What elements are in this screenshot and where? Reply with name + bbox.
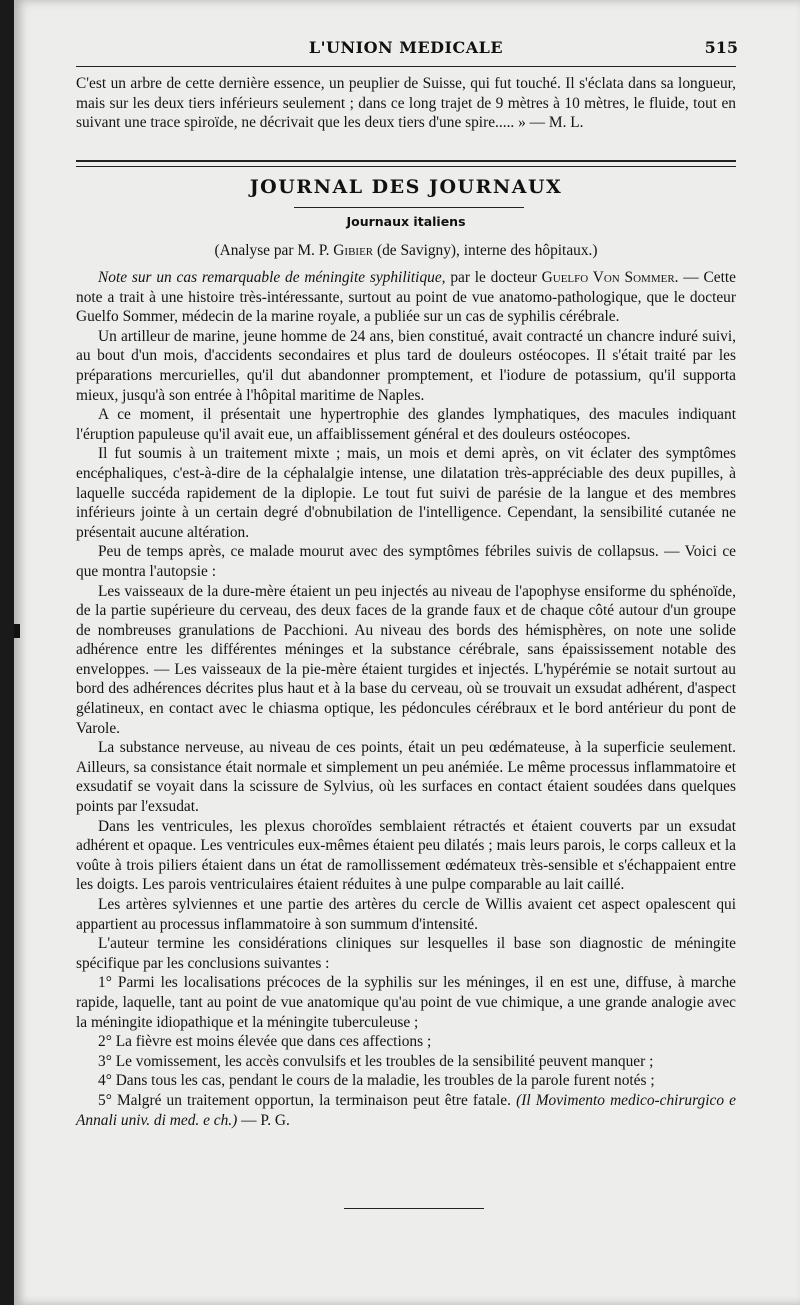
- conclusion-item: 2° La fièvre est moins élevée que dans ces affections ;: [98, 1033, 432, 1051]
- article-lead-author: Guelfo Von Sommer.: [541, 269, 679, 286]
- conclusion-signature: — P. G.: [237, 1111, 290, 1129]
- article-lead-title: Note sur un cas remarquable de méningite syphilitique,: [98, 269, 446, 286]
- end-rule: [344, 1208, 484, 1209]
- paragraph: Il fut soumis à un traitement mixte ; mais, un mois et demi après, on vit éclater des symptômes encéphaliques, c'est-à-dire de la céphalalgie intense, une dilatation très-appréciable des deux pupilles, à laquelle succéda rapidement de la diplopie. Le tout fut suivi de parésie de la langue et des membres inférieurs jointe à un certain degré d'obnubilation de l'intelligence. Cependant, la sensibilité cutanée ne présentait aucune altération.: [76, 445, 736, 541]
- paragraph: La substance nerveuse, au niveau de ces points, était un peu œdémateuse, à la superficie seulement. Ailleurs, sa consistance était normale et simplement un peu anémiée. Le même processus inflammatoire et exsudatif se voyait dans la scissure de Sylvius, où les surfaces en contact étaient soudées dans quelques points par l'exsudat.: [76, 739, 736, 816]
- section-short-rule: [294, 207, 524, 208]
- header-rule: [76, 66, 736, 67]
- section-title: JOURNAL DES JOURNAUX: [249, 176, 563, 198]
- paragraph: Les artères sylviennes et une partie des artères du cercle de Willis avaient cet aspect opalescent qui appartient au processus inflammatoire à son summum d'intensité.: [76, 896, 736, 933]
- conclusion-item: 3° Le vomissement, les accès convulsifs et les troubles de la sensibilité peuvent manquer ;: [98, 1052, 654, 1070]
- subsection-title: Journaux italiens: [346, 214, 466, 229]
- conclusion-item-last: [76, 1091, 736, 1130]
- conclusion-item: 1° Parmi les localisations précoces de la syphilis sur les méninges, il en est une, diffuse, à marche rapide, laquelle, tant au point de vue anatomique qu'au point de vue chimique, a une grande analogie avec la méningite idiopathique et la méningite tuberculeuse ;: [76, 974, 736, 1031]
- byline-prefix: (Analyse par M. P.: [214, 242, 334, 259]
- section-double-rule: [76, 160, 736, 167]
- article-lead: [76, 268, 736, 327]
- article-lead-by: par le docteur: [445, 269, 542, 286]
- paragraph: A ce moment, il présentait une hypertrophie des glandes lymphatiques, des macules indiquant l'éruption papuleuse qu'il avait eue, un affaiblissement général et des douleurs ostéocopes.: [76, 406, 736, 443]
- conclusion-item: 4° Dans tous les cas, pendant le cours de la maladie, les troubles de la parole furent notés ;: [98, 1072, 655, 1090]
- running-title: L'UNION MEDICALE: [308, 38, 504, 57]
- byline: [76, 242, 736, 260]
- paragraph: L'auteur termine les considérations cliniques sur lesquelles il base son diagnostic de méningite spécifique par les conclusions suivantes :: [76, 935, 736, 972]
- byline-name: Gibier: [333, 242, 374, 259]
- conclusion-last-text: 5° Malgré un traitement opportun, la terminaison peut être fatale.: [98, 1091, 517, 1109]
- journal-page: [14, 0, 800, 1305]
- paragraph: Un artilleur de marine, jeune homme de 24 ans, bien constitué, avait contracté un chancre induré suivi, au bout d'un mois, d'accidents secondaires et plus tard de douleurs ostéocopes. Il s'était traité par les préparations mercurielles, qu'il dut abandonner promptement, et l'iodure de potassium, qu'il supporta mieux, jusqu'à son entrée à l'hôpital maritime de Naples.: [76, 327, 736, 404]
- conclusion-source: (Il Movimento medico-chirurgico e Annali univ. di med. e ch.): [76, 1091, 736, 1129]
- article-lead-rest: — Cette note a trait à une histoire très-intéressante, surtout au point de vue anatomo-pathologique, que le docteur Guelfo Sommer, médecin de la marine royale, a publiée sur un cas de syphilis cérébrale.: [76, 269, 736, 326]
- binding-edge-mark: [14, 624, 20, 638]
- article-body: [76, 268, 736, 1130]
- paragraph: Les vaisseaux de la dure-mère étaient un peu injectés au niveau de l'apophyse ensiforme du sphénoïde, de la partie supérieure du cerveau, des deux faces de la grande faux et de chaque côté autour d'un groupe de nombreuses granulations de Pacchioni. Au niveau des bords des hémisphères, on note une solide adhérence entre les différentes méninges et la substance cérébrale, sans épaississement notable des enveloppes. — Les vaisseaux de la pie-mère étaient turgides et injectés. L'hypérémie se notait surtout au bord des adhérences décrites plus haut et à la base du cerveau, où se trouvait un exsudat adhérent, d'aspect gélatineux, en contact avec le chiasma optique, les pédoncules cérébraux et le bord antérieur du pont de Varole.: [76, 582, 736, 737]
- intro-paragraph: [76, 74, 736, 133]
- running-head: [74, 38, 738, 66]
- intro-text: C'est un arbre de cette dernière essence, un peuplier de Suisse, qui fut touché. Il s'éclata dans sa longueur, mais sur les deux tiers inférieurs seulement ; dans ce long trajet de 9 mètres à 10 mètres, le fluide, tout en suivant une trace spiroïde, ne décrivait que les deux tiers d'une spire..... » — M. L.: [76, 75, 736, 132]
- page-number: 515: [704, 38, 738, 57]
- paragraph: Peu de temps après, ce malade mourut avec des symptômes fébriles suivis de collapsus. — Voici ce que montra l'autopsie :: [76, 543, 736, 580]
- byline-suffix: (de Savigny), interne des hôpitaux.): [373, 242, 598, 259]
- paragraph: Dans les ventricules, les plexus choroïdes semblaient rétractés et étaient couverts par un exsudat adhérent et opaque. Les ventricules eux-mêmes étaient peu dilatés ; mais leurs parois, le corps calleux et la voûte à trois piliers étaient dans un état de ramollissement œdémateux très-sensible et s'échappaient entre les doigts. Les parois ventriculaires étaient réduites à une pulpe comparable au lait caillé.: [76, 817, 736, 894]
